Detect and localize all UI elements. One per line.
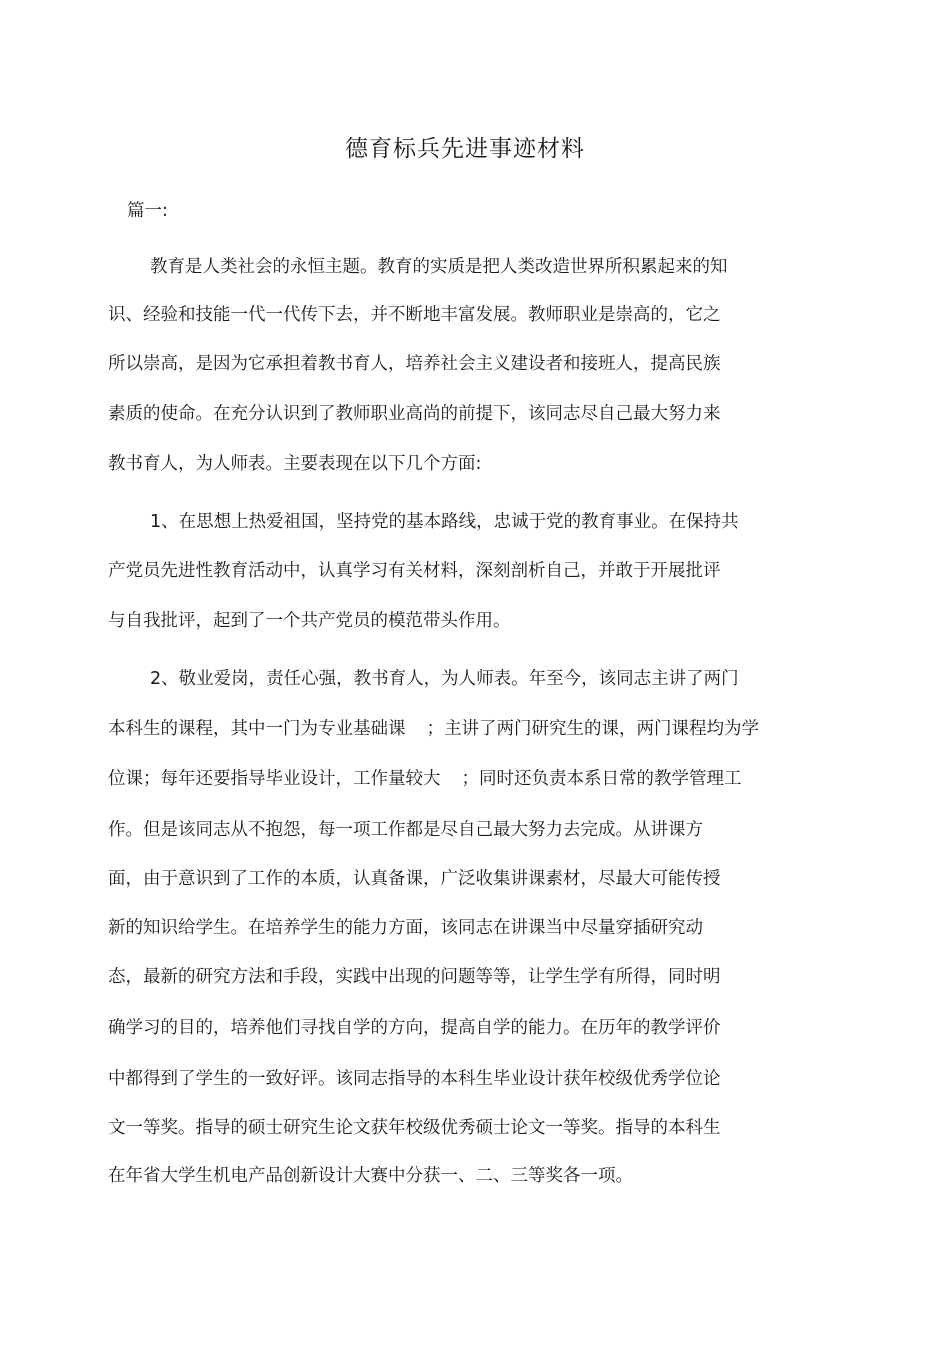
paragraph-3-line-10: 文一等奖。指导的硕士研究生论文获年校级优秀硕士论文一等奖。指导的本科生 bbox=[108, 1118, 721, 1138]
paragraph-3-line-5: 面，由于意识到了工作的本质，认真备课，广泛收集讲课素材，尽最大可能传授 bbox=[108, 869, 721, 889]
paragraph-3-line-6: 新的知识给学生。在培养学生的能力方面，该同志在讲课当中尽量穿插研究动 bbox=[108, 918, 703, 938]
paragraph-3-line-3: 位课；每年还要指导毕业设计，工作量较大 ；同时还负责本系日常的教学管理工 bbox=[108, 769, 742, 789]
section-label: 篇一: bbox=[127, 201, 168, 221]
document-title: 德育标兵先进事迹材料 bbox=[345, 136, 585, 162]
paragraph-1-line-3: 所以崇高，是因为它承担着教书育人，培养社会主义建设者和接班人，提高民族 bbox=[108, 354, 721, 374]
paragraph-1-line-4: 素质的使命。在充分认识到了教师职业高尚的前提下，该同志尽自己最大努力来 bbox=[108, 404, 721, 424]
paragraph-1-line-1: 教育是人类社会的永恒主题。教育的实质是把人类改造世界所积累起来的知 bbox=[150, 257, 728, 277]
paragraph-3-line-1: 2、敬业爱岗，责任心强，教书育人，为人师表。年至今，该同志主讲了两门 bbox=[150, 669, 739, 689]
paragraph-3-line-2: 本科生的课程，其中一门为专业基础课 ；主讲了两门研究生的课，两门课程均为学 bbox=[108, 719, 759, 739]
paragraph-2-line-1: 1、在思想上热爱祖国，坚持党的基本路线，忠诚于党的教育事业。在保持共 bbox=[150, 512, 739, 532]
paragraph-1-line-2: 识、经验和技能一代一代传下去，并不断地丰富发展。教师职业是崇高的，它之 bbox=[108, 305, 721, 325]
paragraph-1-line-5: 教书育人，为人师表。主要表现在以下几个方面: bbox=[108, 454, 482, 474]
paragraph-3-line-7: 态，最新的研究方法和手段，实践中出现的问题等等，让学生学有所得，同时明 bbox=[108, 967, 721, 987]
paragraph-2-line-2: 产党员先进性教育活动中，认真学习有关材料，深刻剖析自己，并敢于开展批评 bbox=[108, 561, 721, 581]
paragraph-3-line-11: 在年省大学生机电产品创新设计大赛中分获一、二、三等奖各一项。 bbox=[108, 1166, 633, 1186]
paragraph-2-line-3: 与自我批评，起到了一个共产党员的模范带头作用。 bbox=[108, 611, 511, 631]
paragraph-3-line-4: 作。但是该同志从不抱怨，每一项工作都是尽自己最大努力去完成。从讲课方 bbox=[108, 820, 703, 840]
paragraph-3-line-9: 中都得到了学生的一致好评。该同志指导的本科生毕业设计获年校级优秀学位论 bbox=[108, 1069, 721, 1089]
paragraph-3-line-8: 确学习的目的，培养他们寻找自学的方向，提高自学的能力。在历年的教学评价 bbox=[108, 1018, 721, 1038]
